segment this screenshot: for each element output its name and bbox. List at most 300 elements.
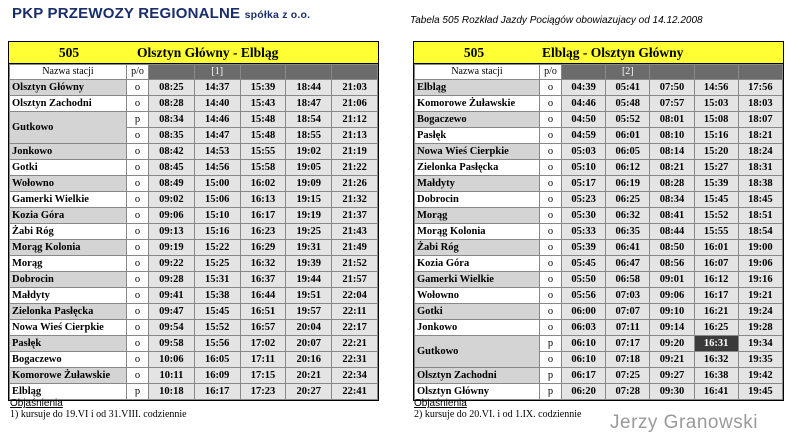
col-header-train [650,65,694,80]
departure-time: 06:05 [606,144,650,160]
station-name: Olsztyn Zachodni [10,96,127,112]
departure-time: 16:51 [240,304,286,320]
station-name: Wołowno [415,288,540,304]
notes-text: 2) kursuje do 20.VI. i od 1.IX. codziennie [414,409,582,420]
station-name: Kozia Góra [415,256,540,272]
departure-time: 22:21 [332,336,378,352]
station-name: Nowa Wieś Cierpkie [415,144,540,160]
col-header-train [332,65,378,80]
departure-time: 20:07 [286,336,332,352]
station-name: Zielonka Pasłęcka [415,160,540,176]
departure-time: 14:47 [194,128,240,144]
departure-time: 15:20 [694,144,738,160]
departure-time: 16:07 [694,256,738,272]
departure-time: 21:49 [332,240,378,256]
arrival-departure-flag: o [540,304,562,320]
departure-time: 05:10 [562,160,606,176]
arrival-departure-flag: p [127,112,149,128]
arrival-departure-flag: o [540,176,562,192]
departure-time: 05:41 [606,80,650,96]
departure-time: 05:50 [562,272,606,288]
departure-time: 21:32 [332,192,378,208]
departure-time: 09:06 [149,208,195,224]
departure-time: 18:21 [738,128,782,144]
departure-time: 08:21 [650,160,694,176]
departure-time: 18:54 [286,112,332,128]
departure-time: 17:23 [240,384,286,400]
table-row [10,240,378,256]
station-name: Bogaczewo [415,112,540,128]
departure-time: 15:52 [194,320,240,336]
departure-time: 19:44 [286,272,332,288]
departure-time: 18:24 [738,144,782,160]
arrival-departure-flag: o [540,224,562,240]
departure-time: 17:56 [738,80,782,96]
arrival-departure-flag: o [127,208,149,224]
arrival-departure-flag: o [540,256,562,272]
departure-time: 15:22 [194,240,240,256]
departure-time: 16:02 [240,176,286,192]
departure-time: 18:51 [738,208,782,224]
notes-label: Objaśnienia [414,398,467,409]
arrival-departure-flag: o [540,192,562,208]
route-name: Olsztyn Główny - Elbląg [137,44,279,60]
departure-time: 15:55 [694,224,738,240]
arrival-departure-flag: o [127,144,149,160]
station-name: Elbląg [415,80,540,96]
departure-time: 09:10 [650,304,694,320]
departure-time: 15:08 [694,112,738,128]
arrival-departure-flag: o [540,96,562,112]
table-row [10,208,378,224]
arrival-departure-flag: o [540,352,562,368]
arrival-departure-flag: o [540,128,562,144]
station-name: Morąg [10,256,127,272]
station-name: Dobrocin [10,272,127,288]
table-row [10,112,378,128]
departure-time: 08:28 [149,96,195,112]
departure-time: 08:34 [650,192,694,208]
departure-time: 08:56 [650,256,694,272]
station-name: Elbląg [10,384,127,400]
table-row [10,336,378,352]
company-suffix: spółka z o.o. [244,9,311,21]
table-row [10,256,378,272]
departure-time: 06:32 [606,208,650,224]
departure-time: 18:38 [738,176,782,192]
departure-time: 04:39 [562,80,606,96]
departure-time: 21:43 [332,224,378,240]
departure-time: 07:50 [650,80,694,96]
col-header-station: Nazwa stacji [10,65,127,80]
arrival-departure-flag: o [127,272,149,288]
departure-time: 10:06 [149,352,195,368]
col-header-train [694,65,738,80]
departure-time: 06:25 [606,192,650,208]
arrival-departure-flag: p [540,336,562,352]
table-row [415,240,783,256]
arrival-departure-flag: o [540,144,562,160]
column-header-row [10,65,378,80]
departure-time: 15:56 [194,336,240,352]
departure-time: 14:56 [194,160,240,176]
station-name: Olsztyn Główny [10,80,127,96]
departure-time: 10:11 [149,368,195,384]
departure-time: 16:29 [240,240,286,256]
arrival-departure-flag: o [540,288,562,304]
departure-time: 16:25 [694,320,738,336]
departure-time: 09:06 [650,288,694,304]
departure-time: 16:38 [694,368,738,384]
departure-time: 15:58 [240,160,286,176]
station-name: Gutkowo [415,336,540,368]
departure-time: 16:32 [694,352,738,368]
departure-time: 16:13 [240,192,286,208]
arrival-departure-flag: o [540,320,562,336]
departure-time: 19:19 [286,208,332,224]
departure-time: 04:50 [562,112,606,128]
departure-time: 09:54 [149,320,195,336]
route-number: 505 [58,44,80,60]
departure-time: 06:19 [606,176,650,192]
departure-time: 15:48 [240,128,286,144]
arrival-departure-flag: o [127,224,149,240]
departure-time: 08:35 [149,128,195,144]
departure-time: 20:04 [286,320,332,336]
departure-time: 06:12 [606,160,650,176]
station-name: Małdyty [10,288,127,304]
departure-time: 15:27 [694,160,738,176]
departure-time: 19:21 [738,288,782,304]
departure-time: 10:18 [149,384,195,400]
departure-time: 22:34 [332,368,378,384]
table-row [10,96,378,112]
departure-time: 22:11 [332,304,378,320]
col-header-train [738,65,782,80]
route-number: 505 [463,44,485,60]
station-name: Morąg Kolonia [415,224,540,240]
departure-time: 21:12 [332,112,378,128]
departure-time: 08:14 [650,144,694,160]
departure-time: 16:21 [694,304,738,320]
departure-time: 09:13 [149,224,195,240]
station-name: Gamerki Wielkie [10,192,127,208]
departure-time: 09:41 [149,288,195,304]
departure-time: 15:39 [240,80,286,96]
departure-time: 05:23 [562,192,606,208]
departure-time: 09:19 [149,240,195,256]
departure-time: 09:30 [650,384,694,400]
station-name: Komorowe Żuławskie [415,96,540,112]
table-row [415,208,783,224]
table-row [10,304,378,320]
station-name: Morąg Kolonia [10,240,127,256]
table-row [10,80,378,96]
departure-time: 04:59 [562,128,606,144]
departure-time: 04:46 [562,96,606,112]
departure-time: 06:01 [606,128,650,144]
route-title-bar [9,42,378,64]
departure-time: 14:40 [194,96,240,112]
departure-time: 22:17 [332,320,378,336]
table-row [415,112,783,128]
station-name: Jonkowo [10,144,127,160]
departure-time: 09:01 [650,272,694,288]
departure-time: 16:32 [240,256,286,272]
departure-time: 06:17 [562,368,606,384]
departure-time: 19:45 [738,384,782,400]
arrival-departure-flag: p [127,384,149,400]
arrival-departure-flag: o [540,112,562,128]
table-row [415,176,783,192]
table-row [10,224,378,240]
departure-time: 16:09 [194,368,240,384]
departure-time: 14:56 [694,80,738,96]
departure-time: 21:19 [332,144,378,160]
departure-time: 16:17 [694,288,738,304]
departure-time: 15:16 [694,128,738,144]
departure-time: 06:58 [606,272,650,288]
departure-time: 15:16 [194,224,240,240]
departure-time: 15:06 [194,192,240,208]
departure-time: 19:16 [738,272,782,288]
timetable-grid [9,64,378,400]
table-row [415,192,783,208]
departure-time: 21:06 [332,96,378,112]
timetable-grid [414,64,783,400]
departure-time: 19:25 [286,224,332,240]
table-row [10,320,378,336]
departure-time: 06:20 [562,384,606,400]
departure-time: 19:06 [738,256,782,272]
departure-time: 16:01 [694,240,738,256]
table-row [415,80,783,96]
table-row [415,128,783,144]
arrival-departure-flag: o [127,96,149,112]
table-row [10,192,378,208]
table-row [415,368,783,384]
table-row [10,160,378,176]
departure-time: 08:28 [650,176,694,192]
departure-time: 15:43 [240,96,286,112]
departure-time: 22:04 [332,288,378,304]
notes-label: Objaśnienia [10,398,63,409]
departure-time: 15:45 [694,192,738,208]
departure-time: 15:25 [194,256,240,272]
station-name: Jonkowo [415,320,540,336]
departure-time: 16:05 [194,352,240,368]
departure-time: 05:17 [562,176,606,192]
table-row [415,96,783,112]
departure-time: 08:44 [650,224,694,240]
departure-time: 09:14 [650,320,694,336]
departure-time: 06:41 [606,240,650,256]
departure-time: 19:42 [738,368,782,384]
departure-time: 05:33 [562,224,606,240]
departure-time: 18:07 [738,112,782,128]
departure-time: 19:05 [286,160,332,176]
departure-time: 15:38 [194,288,240,304]
departure-time: 22:41 [332,384,378,400]
station-name: Zielonka Pasłęcka [10,304,127,320]
departure-time: 16:44 [240,288,286,304]
departure-time: 08:49 [149,176,195,192]
route-title-bar [414,42,783,64]
departure-time: 19:35 [738,352,782,368]
station-name: Nowa Wieś Cierpkie [10,320,127,336]
departure-time: 19:57 [286,304,332,320]
departure-time: 05:03 [562,144,606,160]
company-name [12,5,310,22]
timetable-olsztyn-elblag [8,41,379,401]
station-name: Dobrocin [415,192,540,208]
arrival-departure-flag: o [540,272,562,288]
table-row [10,288,378,304]
route-name: Elbląg - Olsztyn Główny [542,44,684,60]
arrival-departure-flag: o [540,240,562,256]
departure-time: 06:03 [562,320,606,336]
departure-time: 09:22 [149,256,195,272]
station-name: Małdyty [415,176,540,192]
departure-time: 15:03 [694,96,738,112]
departure-time: 18:44 [286,80,332,96]
table-row [10,352,378,368]
departure-time: 05:39 [562,240,606,256]
departure-time: 08:34 [149,112,195,128]
departure-time: 21:03 [332,80,378,96]
station-name: Żabi Róg [10,224,127,240]
departure-time: 15:10 [194,208,240,224]
arrival-departure-flag: o [127,176,149,192]
company-name-text: PKP PRZEWOZY REGIONALNE [12,5,241,22]
arrival-departure-flag: o [127,240,149,256]
departure-time: 16:57 [240,320,286,336]
arrival-departure-flag: p [540,368,562,384]
table-row [415,336,783,352]
departure-time: 14:37 [194,80,240,96]
table-row [415,304,783,320]
station-name: Wołowno [10,176,127,192]
departure-time: 05:52 [606,112,650,128]
departure-time: 18:47 [286,96,332,112]
arrival-departure-flag: o [127,368,149,384]
departure-time: 16:17 [194,384,240,400]
departure-time: 20:16 [286,352,332,368]
arrival-departure-flag: o [127,320,149,336]
arrival-departure-flag: o [127,160,149,176]
departure-time: 19:28 [738,320,782,336]
notes-text: 1) kursuje do 19.VI i od 31.VIII. codziennie [10,409,187,420]
departure-time: 07:28 [606,384,650,400]
departure-time: 05:48 [606,96,650,112]
table-row [10,144,378,160]
departure-time: 06:10 [562,336,606,352]
departure-time: 07:57 [650,96,694,112]
station-name: Olsztyn Zachodni [415,368,540,384]
station-name: Gamerki Wielkie [415,272,540,288]
station-name: Morąg [415,208,540,224]
departure-time: 06:35 [606,224,650,240]
arrival-departure-flag: o [127,304,149,320]
station-name: Gutkowo [10,112,127,144]
station-name: Żabi Róg [415,240,540,256]
notes-left [10,398,187,420]
arrival-departure-flag: o [127,336,149,352]
departure-time: 19:31 [286,240,332,256]
departure-time: 15:45 [194,304,240,320]
col-header-train: [2] [606,65,650,80]
col-header-train [562,65,606,80]
departure-time: 16:23 [240,224,286,240]
arrival-departure-flag: o [127,80,149,96]
table-row [10,176,378,192]
table-row [10,368,378,384]
departure-time: 21:57 [332,272,378,288]
departure-time: 19:34 [738,336,782,352]
departure-time: 16:41 [694,384,738,400]
table-row [415,256,783,272]
timetable-elblag-olsztyn [413,41,784,401]
departure-time: 09:21 [650,352,694,368]
departure-time: 19:00 [738,240,782,256]
departure-time: 07:18 [606,352,650,368]
departure-time: 21:26 [332,176,378,192]
col-header-train [286,65,332,80]
departure-time: 08:10 [650,128,694,144]
departure-time: 21:37 [332,208,378,224]
departure-time: 08:50 [650,240,694,256]
departure-time: 07:03 [606,288,650,304]
departure-time: 19:09 [286,176,332,192]
departure-time: 22:31 [332,352,378,368]
departure-time: 09:27 [650,368,694,384]
departure-time: 09:20 [650,336,694,352]
departure-time: 14:53 [194,144,240,160]
departure-time: 17:15 [240,368,286,384]
departure-time: 19:02 [286,144,332,160]
notes-right [414,398,581,420]
departure-time: 08:41 [650,208,694,224]
departure-time: 21:13 [332,128,378,144]
arrival-departure-flag: o [127,352,149,368]
departure-time: 08:42 [149,144,195,160]
departure-time: 06:47 [606,256,650,272]
departure-time: 09:28 [149,272,195,288]
departure-time: 18:54 [738,224,782,240]
table-row [415,320,783,336]
departure-time: 08:45 [149,160,195,176]
departure-time: 18:31 [738,160,782,176]
arrival-departure-flag: o [540,80,562,96]
col-header-train: [1] [194,65,240,80]
departure-time: 15:55 [240,144,286,160]
departure-time: 14:46 [194,112,240,128]
station-name: Kozia Góra [10,208,127,224]
arrival-departure-flag: o [127,192,149,208]
departure-time: 05:45 [562,256,606,272]
departure-time: 15:48 [240,112,286,128]
col-header-po: p/o [127,65,149,80]
departure-time: 19:15 [286,192,332,208]
table-row [415,272,783,288]
col-header-train [149,65,195,80]
departure-time: 15:00 [194,176,240,192]
departure-time: 16:12 [694,272,738,288]
arrival-departure-flag: o [127,288,149,304]
col-header-po: p/o [540,65,562,80]
timetable-title: Tabela 505 Rozkład Jazdy Pociągów obowiazujacy od 14.12.2008 [410,15,703,26]
departure-time: 19:24 [738,304,782,320]
